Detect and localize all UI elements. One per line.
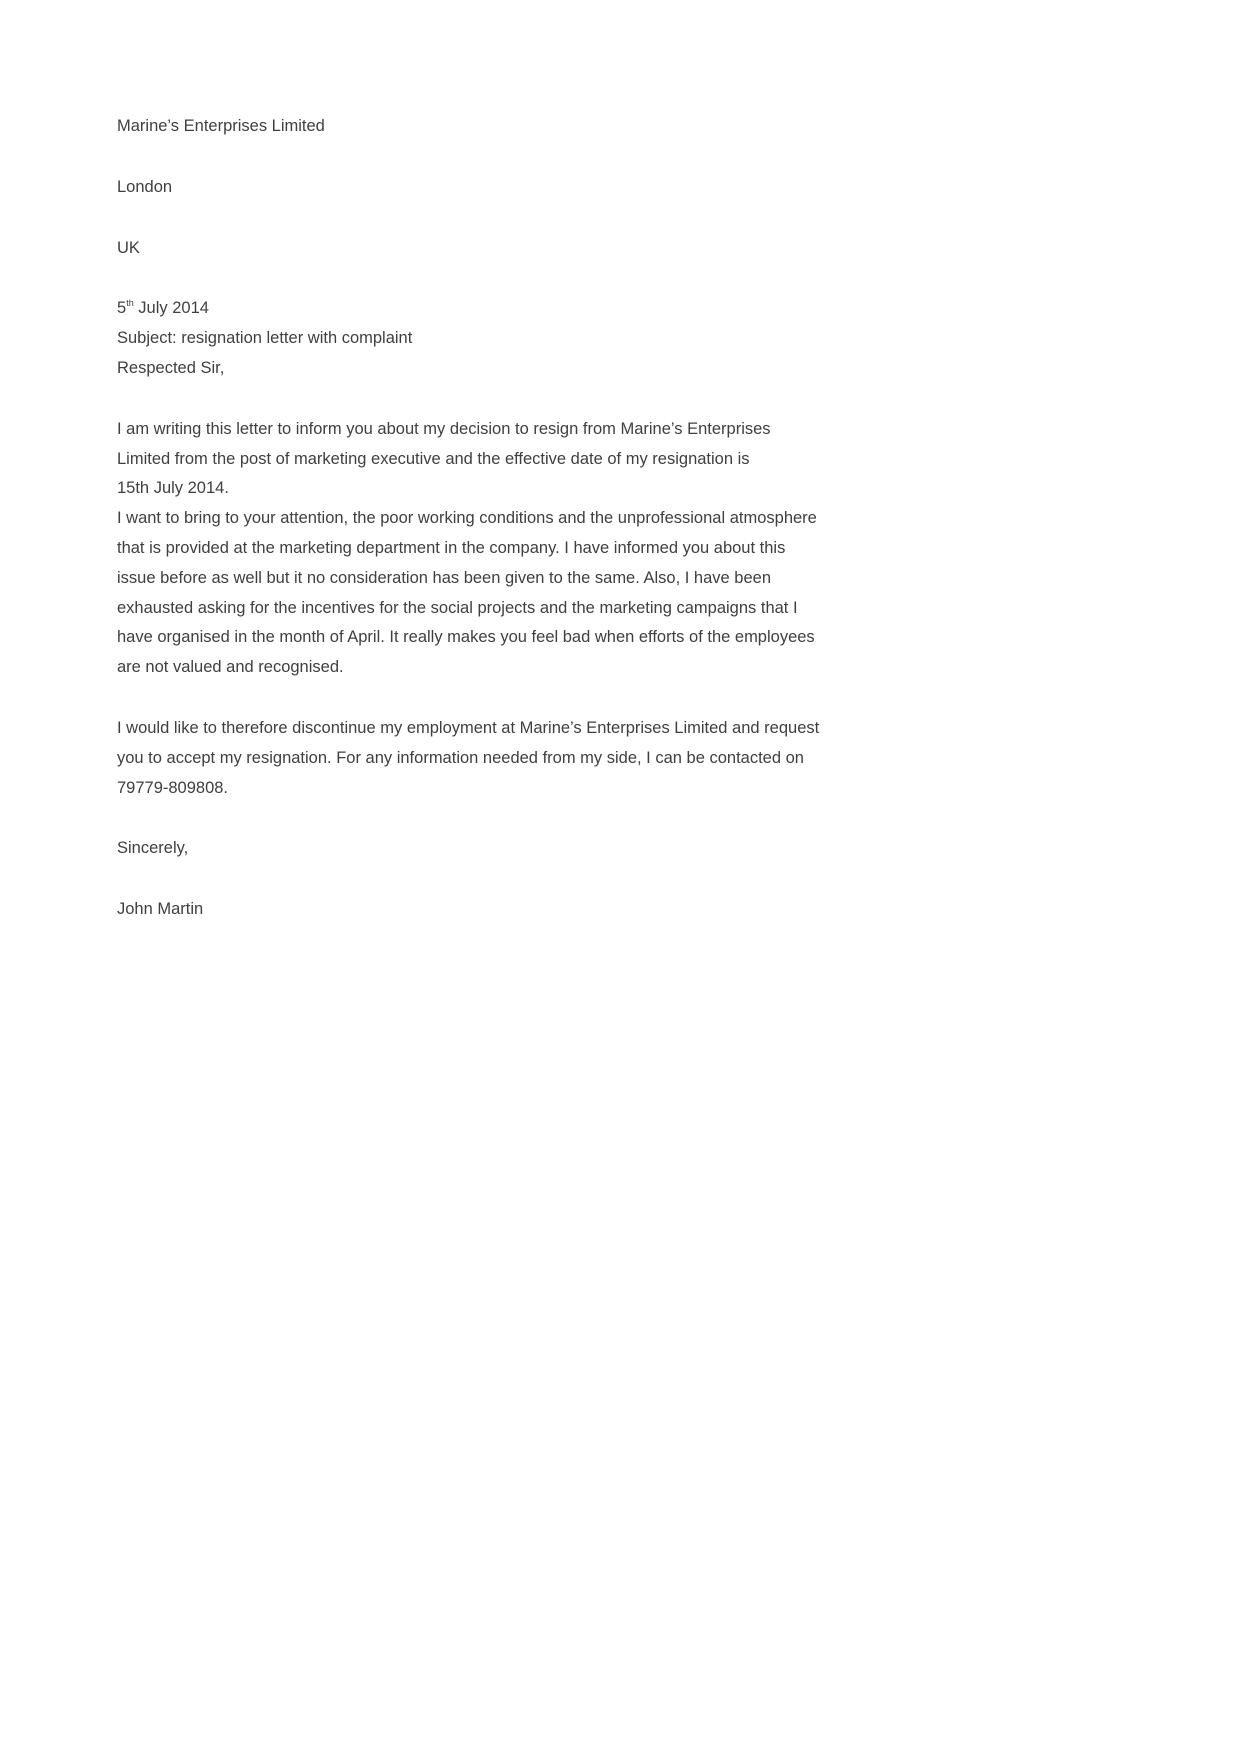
spacer bbox=[117, 384, 837, 415]
spacer bbox=[117, 203, 837, 234]
spacer bbox=[117, 683, 837, 714]
paragraph-line: I would like to therefore discontinue my employment at Marine’s Enterprises Limited and request bbox=[117, 718, 820, 737]
signature-name: John Martin bbox=[117, 900, 204, 919]
paragraph-line: I want to bring to your attention, the poor working conditions and the unprofessional atmosphere bbox=[117, 509, 817, 528]
letter-body bbox=[117, 112, 837, 925]
letter-salutation: Respected Sir, bbox=[117, 358, 225, 377]
paragraph-3 bbox=[117, 714, 837, 803]
paragraph-1 bbox=[117, 415, 837, 504]
paragraph-line: you to accept my resignation. For any information needed from my side, I can be contacted on bbox=[117, 748, 804, 767]
date-rest: July 2014 bbox=[133, 299, 209, 318]
paragraph-line: Limited from the post of marketing executive and the effective date of my resignation is bbox=[117, 449, 750, 468]
paragraph-line: issue before as well but it no consideration has been given to the same. Also, I have been bbox=[117, 568, 771, 587]
date-day-suffix: th bbox=[126, 297, 134, 308]
sender-company: Marine’s Enterprises Limited bbox=[117, 117, 325, 135]
spacer bbox=[117, 263, 837, 294]
date-day: 5 bbox=[117, 299, 127, 318]
spacer bbox=[117, 803, 837, 834]
paragraph-line: 15th July 2014. bbox=[117, 479, 229, 498]
spacer bbox=[117, 142, 837, 173]
paragraph-line: exhausted asking for the incentives for the social projects and the marketing campaigns that I bbox=[117, 598, 798, 617]
letter-date bbox=[117, 294, 837, 324]
paragraph-line: have organised in the month of April. It really makes you feel bad when efforts of the employees bbox=[117, 628, 815, 647]
sender-country: UK bbox=[117, 238, 140, 257]
paragraph-line: that is provided at the marketing department in the company. I have informed you about this bbox=[117, 538, 786, 557]
sender-city: London bbox=[117, 177, 173, 196]
letter-subject: Subject: resignation letter with complaint bbox=[117, 329, 413, 348]
letter-closing: Sincerely, bbox=[117, 839, 189, 858]
paragraph-line: I am writing this letter to inform you about my decision to resign from Marine’s Enterprises bbox=[117, 419, 771, 438]
paragraph-line: 79779-809808. bbox=[117, 778, 229, 797]
paragraph-line: are not valued and recognised. bbox=[117, 658, 344, 677]
paragraph-2 bbox=[117, 504, 837, 683]
spacer bbox=[117, 864, 837, 895]
